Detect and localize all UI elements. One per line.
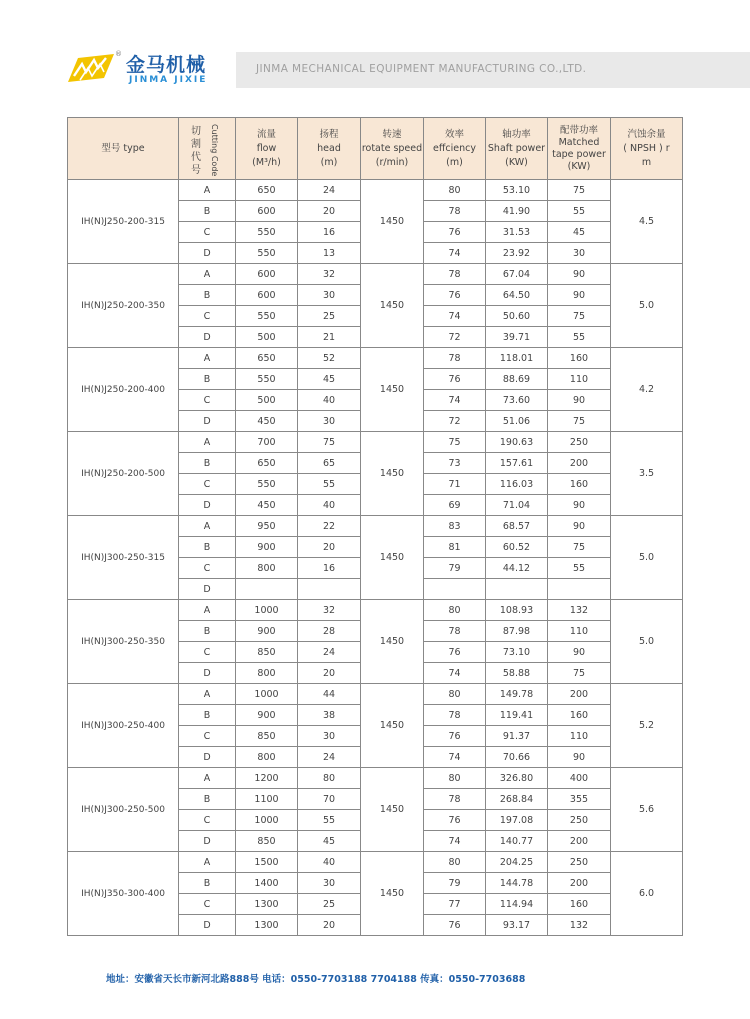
cutting-code-cell: D [179, 747, 236, 768]
header-cutting-code [179, 118, 236, 180]
table-row [68, 684, 683, 705]
head-cell: 32 [298, 600, 361, 621]
head-cell: 30 [298, 411, 361, 432]
registered-mark: ® [115, 50, 122, 58]
shaft-power-cell: 87.98 [486, 621, 548, 642]
cutting-code-cell: A [179, 264, 236, 285]
flow-cell: 1000 [236, 600, 298, 621]
matched-power-cell: 55 [548, 558, 611, 579]
matched-power-cell: 400 [548, 768, 611, 789]
table-row [68, 852, 683, 873]
head-cell: 44 [298, 684, 361, 705]
npsh-cell: 5.0 [611, 264, 683, 348]
shaft-power-cell: 60.52 [486, 537, 548, 558]
matched-power-cell: 200 [548, 873, 611, 894]
efficiency-cell: 80 [424, 600, 486, 621]
flow-cell: 1400 [236, 873, 298, 894]
matched-power-cell: 160 [548, 474, 611, 495]
shaft-power-cell [486, 579, 548, 600]
head-cell: 30 [298, 726, 361, 747]
flow-cell: 1100 [236, 789, 298, 810]
cutting-code-cell: D [179, 243, 236, 264]
cutting-code-cell: C [179, 810, 236, 831]
head-cell: 55 [298, 810, 361, 831]
cutting-code-cell: B [179, 369, 236, 390]
efficiency-cell: 76 [424, 369, 486, 390]
matched-power-cell: 160 [548, 348, 611, 369]
flow-cell: 1300 [236, 915, 298, 936]
model-cell: IH(N)J250-200-350 [68, 264, 179, 348]
cutting-code-cell: D [179, 915, 236, 936]
table-row [68, 432, 683, 453]
logo-chinese-name: 金马机械 [126, 54, 207, 76]
shaft-power-cell: 197.08 [486, 810, 548, 831]
matched-power-cell: 55 [548, 327, 611, 348]
cutting-code-cell: A [179, 684, 236, 705]
model-cell: IH(N)J300-250-500 [68, 768, 179, 852]
shaft-power-cell: 58.88 [486, 663, 548, 684]
company-banner [236, 52, 750, 88]
shaft-power-cell: 39.71 [486, 327, 548, 348]
header-type: 型号 type [68, 118, 179, 180]
flow-cell: 650 [236, 348, 298, 369]
head-cell: 22 [298, 516, 361, 537]
efficiency-cell: 78 [424, 705, 486, 726]
npsh-cell: 3.5 [611, 432, 683, 516]
head-cell: 24 [298, 642, 361, 663]
efficiency-cell: 76 [424, 285, 486, 306]
cutting-code-cell: B [179, 621, 236, 642]
header-speed: 转速 rotate speed (r/min) [361, 118, 424, 180]
head-cell: 70 [298, 789, 361, 810]
matched-power-cell: 90 [548, 495, 611, 516]
header-head: 扬程 head (m) [298, 118, 361, 180]
cutting-code-cell: D [179, 663, 236, 684]
head-cell [298, 579, 361, 600]
shaft-power-cell: 114.94 [486, 894, 548, 915]
table-row [68, 768, 683, 789]
cutting-code-cell: D [179, 411, 236, 432]
shaft-power-cell: 73.60 [486, 390, 548, 411]
cutting-code-cell: B [179, 789, 236, 810]
table-row [68, 600, 683, 621]
head-cell: 30 [298, 873, 361, 894]
cutting-code-cell: C [179, 222, 236, 243]
shaft-power-cell: 64.50 [486, 285, 548, 306]
efficiency-cell: 77 [424, 894, 486, 915]
shaft-power-cell: 71.04 [486, 495, 548, 516]
model-cell: IH(N)J250-200-500 [68, 432, 179, 516]
cutting-code-cell: C [179, 642, 236, 663]
shaft-power-cell: 204.25 [486, 852, 548, 873]
matched-power-cell: 90 [548, 642, 611, 663]
efficiency-cell: 79 [424, 558, 486, 579]
shaft-power-cell: 149.78 [486, 684, 548, 705]
shaft-power-cell: 108.93 [486, 600, 548, 621]
efficiency-cell: 81 [424, 537, 486, 558]
cutting-code-cell: C [179, 558, 236, 579]
flow-cell: 850 [236, 642, 298, 663]
matched-power-cell: 75 [548, 306, 611, 327]
flow-cell: 800 [236, 747, 298, 768]
shaft-power-cell: 23.92 [486, 243, 548, 264]
head-cell: 25 [298, 894, 361, 915]
head-cell: 24 [298, 180, 361, 201]
shaft-power-cell: 116.03 [486, 474, 548, 495]
header-npsh: 汽蚀余量 ( NPSH ) r m [611, 118, 683, 180]
flow-cell: 450 [236, 411, 298, 432]
efficiency-cell: 79 [424, 873, 486, 894]
cutting-code-cell: B [179, 285, 236, 306]
flow-cell: 1000 [236, 810, 298, 831]
header-efficiency: 效率 effciency (m) [424, 118, 486, 180]
matched-power-cell: 90 [548, 285, 611, 306]
cutting-code-cell: A [179, 516, 236, 537]
matched-power-cell: 250 [548, 810, 611, 831]
flow-cell: 550 [236, 243, 298, 264]
cutting-code-cell: B [179, 705, 236, 726]
matched-power-cell: 200 [548, 453, 611, 474]
cutting-code-cn: 切割代号 [191, 126, 201, 176]
shaft-power-cell: 67.04 [486, 264, 548, 285]
npsh-cell: 5.6 [611, 768, 683, 852]
flow-cell: 550 [236, 306, 298, 327]
matched-power-cell: 132 [548, 600, 611, 621]
flow-cell: 900 [236, 705, 298, 726]
npsh-cell: 4.2 [611, 348, 683, 432]
matched-power-cell: 45 [548, 222, 611, 243]
head-cell: 52 [298, 348, 361, 369]
cutting-code-cell: C [179, 390, 236, 411]
head-cell: 80 [298, 768, 361, 789]
cutting-code-cell: B [179, 201, 236, 222]
table-header-row [68, 118, 683, 180]
footer-contact: 地址：安徽省天长市新河北路888号 电话：0550-7703188 7704188 传真：0550-7703688 [106, 974, 526, 985]
shaft-power-cell: 50.60 [486, 306, 548, 327]
efficiency-cell: 74 [424, 747, 486, 768]
efficiency-cell: 74 [424, 306, 486, 327]
flow-cell: 600 [236, 264, 298, 285]
speed-cell: 1450 [361, 600, 424, 684]
npsh-cell: 5.0 [611, 600, 683, 684]
table-row [68, 180, 683, 201]
efficiency-cell: 76 [424, 810, 486, 831]
logo-english-name: JINMA JIXIE [129, 75, 208, 85]
npsh-cell: 4.5 [611, 180, 683, 264]
matched-power-cell: 110 [548, 726, 611, 747]
efficiency-cell: 76 [424, 915, 486, 936]
head-cell: 13 [298, 243, 361, 264]
efficiency-cell: 78 [424, 789, 486, 810]
head-cell: 16 [298, 558, 361, 579]
matched-power-cell: 200 [548, 831, 611, 852]
shaft-power-cell: 190.63 [486, 432, 548, 453]
flow-cell: 550 [236, 474, 298, 495]
flow-cell: 850 [236, 726, 298, 747]
cutting-code-cell: D [179, 831, 236, 852]
matched-power-cell: 250 [548, 432, 611, 453]
speed-cell: 1450 [361, 432, 424, 516]
cutting-code-en: Cutting Code [210, 124, 219, 177]
flow-cell: 450 [236, 495, 298, 516]
matched-power-cell: 160 [548, 894, 611, 915]
shaft-power-cell: 326.80 [486, 768, 548, 789]
efficiency-cell: 78 [424, 201, 486, 222]
speed-cell: 1450 [361, 264, 424, 348]
flow-cell: 1300 [236, 894, 298, 915]
shaft-power-cell: 31.53 [486, 222, 548, 243]
model-cell: IH(N)J300-250-315 [68, 516, 179, 600]
efficiency-cell: 80 [424, 684, 486, 705]
shaft-power-cell: 93.17 [486, 915, 548, 936]
shaft-power-cell: 268.84 [486, 789, 548, 810]
matched-power-cell: 90 [548, 747, 611, 768]
shaft-power-cell: 41.90 [486, 201, 548, 222]
head-cell: 40 [298, 852, 361, 873]
model-cell: IH(N)J300-250-400 [68, 684, 179, 768]
head-cell: 21 [298, 327, 361, 348]
matched-power-cell: 55 [548, 201, 611, 222]
head-cell: 20 [298, 537, 361, 558]
efficiency-cell: 76 [424, 726, 486, 747]
company-logo [68, 52, 228, 92]
cutting-code-cell: A [179, 348, 236, 369]
shaft-power-cell: 88.69 [486, 369, 548, 390]
head-cell: 20 [298, 915, 361, 936]
matched-power-cell: 110 [548, 621, 611, 642]
matched-power-cell: 160 [548, 705, 611, 726]
efficiency-cell: 75 [424, 432, 486, 453]
shaft-power-cell: 144.78 [486, 873, 548, 894]
efficiency-cell [424, 579, 486, 600]
efficiency-cell: 71 [424, 474, 486, 495]
cutting-code-cell: B [179, 873, 236, 894]
head-cell: 75 [298, 432, 361, 453]
cutting-code-cell: B [179, 537, 236, 558]
head-cell: 32 [298, 264, 361, 285]
flow-cell: 550 [236, 222, 298, 243]
efficiency-cell: 78 [424, 264, 486, 285]
pump-spec-table [67, 117, 683, 936]
flow-cell: 950 [236, 516, 298, 537]
speed-cell: 1450 [361, 684, 424, 768]
head-cell: 20 [298, 663, 361, 684]
shaft-power-cell: 44.12 [486, 558, 548, 579]
efficiency-cell: 74 [424, 663, 486, 684]
flow-cell: 900 [236, 537, 298, 558]
head-cell: 45 [298, 369, 361, 390]
head-cell: 25 [298, 306, 361, 327]
head-cell: 16 [298, 222, 361, 243]
speed-cell: 1450 [361, 852, 424, 936]
head-cell: 55 [298, 474, 361, 495]
cutting-code-cell: C [179, 894, 236, 915]
header-flow: 流量 flow (M³/h) [236, 118, 298, 180]
head-cell: 40 [298, 495, 361, 516]
flow-cell: 500 [236, 390, 298, 411]
npsh-cell: 5.0 [611, 516, 683, 600]
efficiency-cell: 80 [424, 852, 486, 873]
cutting-code-cell: D [179, 495, 236, 516]
matched-power-cell: 90 [548, 516, 611, 537]
page-header [0, 0, 750, 110]
matched-power-cell: 355 [548, 789, 611, 810]
table-row [68, 264, 683, 285]
matched-power-cell: 250 [548, 852, 611, 873]
efficiency-cell: 80 [424, 768, 486, 789]
efficiency-cell: 83 [424, 516, 486, 537]
speed-cell: 1450 [361, 768, 424, 852]
matched-power-cell: 75 [548, 663, 611, 684]
cutting-code-cell: A [179, 180, 236, 201]
flow-cell: 600 [236, 285, 298, 306]
cutting-code-cell: C [179, 306, 236, 327]
table-row [68, 516, 683, 537]
efficiency-cell: 74 [424, 831, 486, 852]
head-cell: 65 [298, 453, 361, 474]
cutting-code-cell: D [179, 327, 236, 348]
efficiency-cell: 76 [424, 642, 486, 663]
head-cell: 38 [298, 705, 361, 726]
shaft-power-cell: 119.41 [486, 705, 548, 726]
shaft-power-cell: 157.61 [486, 453, 548, 474]
cutting-code-cell: B [179, 453, 236, 474]
efficiency-cell: 80 [424, 180, 486, 201]
cutting-code-cell: A [179, 852, 236, 873]
model-cell: IH(N)J250-200-315 [68, 180, 179, 264]
efficiency-cell: 69 [424, 495, 486, 516]
head-cell: 30 [298, 285, 361, 306]
efficiency-cell: 76 [424, 222, 486, 243]
table-row [68, 348, 683, 369]
flow-cell: 550 [236, 369, 298, 390]
shaft-power-cell: 70.66 [486, 747, 548, 768]
efficiency-cell: 74 [424, 243, 486, 264]
model-cell: IH(N)J300-250-350 [68, 600, 179, 684]
matched-power-cell: 110 [548, 369, 611, 390]
head-cell: 24 [298, 747, 361, 768]
efficiency-cell: 73 [424, 453, 486, 474]
cutting-code-cell: A [179, 768, 236, 789]
flow-cell [236, 579, 298, 600]
model-cell: IH(N)J350-300-400 [68, 852, 179, 936]
flow-cell: 600 [236, 201, 298, 222]
shaft-power-cell: 140.77 [486, 831, 548, 852]
flow-cell: 800 [236, 558, 298, 579]
shaft-power-cell: 68.57 [486, 516, 548, 537]
cutting-code-cell: A [179, 600, 236, 621]
flow-cell: 1500 [236, 852, 298, 873]
matched-power-cell: 90 [548, 264, 611, 285]
head-cell: 45 [298, 831, 361, 852]
efficiency-cell: 78 [424, 348, 486, 369]
cutting-code-cell: C [179, 474, 236, 495]
flow-cell: 850 [236, 831, 298, 852]
shaft-power-cell: 118.01 [486, 348, 548, 369]
flow-cell: 650 [236, 180, 298, 201]
matched-power-cell: 75 [548, 180, 611, 201]
flow-cell: 650 [236, 453, 298, 474]
npsh-cell: 5.2 [611, 684, 683, 768]
shaft-power-cell: 73.10 [486, 642, 548, 663]
cutting-code-cell: A [179, 432, 236, 453]
shaft-power-cell: 53.10 [486, 180, 548, 201]
shaft-power-cell: 91.37 [486, 726, 548, 747]
head-cell: 28 [298, 621, 361, 642]
flow-cell: 700 [236, 432, 298, 453]
speed-cell: 1450 [361, 516, 424, 600]
flow-cell: 1200 [236, 768, 298, 789]
matched-power-cell: 200 [548, 684, 611, 705]
matched-power-cell [548, 579, 611, 600]
cutting-code-cell: C [179, 726, 236, 747]
flow-cell: 500 [236, 327, 298, 348]
matched-power-cell: 75 [548, 411, 611, 432]
header-shaft-power: 轴功率 Shaft power (KW) [486, 118, 548, 180]
efficiency-cell: 74 [424, 390, 486, 411]
head-cell: 20 [298, 201, 361, 222]
flow-cell: 900 [236, 621, 298, 642]
matched-power-cell: 132 [548, 915, 611, 936]
flow-cell: 800 [236, 663, 298, 684]
table-body [68, 180, 683, 936]
npsh-cell: 6.0 [611, 852, 683, 936]
speed-cell: 1450 [361, 348, 424, 432]
matched-power-cell: 75 [548, 537, 611, 558]
efficiency-cell: 72 [424, 411, 486, 432]
shaft-power-cell: 51.06 [486, 411, 548, 432]
speed-cell: 1450 [361, 180, 424, 264]
model-cell: IH(N)J250-200-400 [68, 348, 179, 432]
cutting-code-cell: D [179, 579, 236, 600]
company-full-name: JINMA MECHANICAL EQUIPMENT MANUFACTURING CO.,LTD. [256, 63, 587, 75]
jinma-logo-icon [68, 54, 114, 82]
matched-power-cell: 90 [548, 390, 611, 411]
flow-cell: 1000 [236, 684, 298, 705]
matched-power-cell: 30 [548, 243, 611, 264]
efficiency-cell: 72 [424, 327, 486, 348]
header-matched-power: 配带功率 Matched tape power (KW) [548, 118, 611, 180]
efficiency-cell: 78 [424, 621, 486, 642]
head-cell: 40 [298, 390, 361, 411]
